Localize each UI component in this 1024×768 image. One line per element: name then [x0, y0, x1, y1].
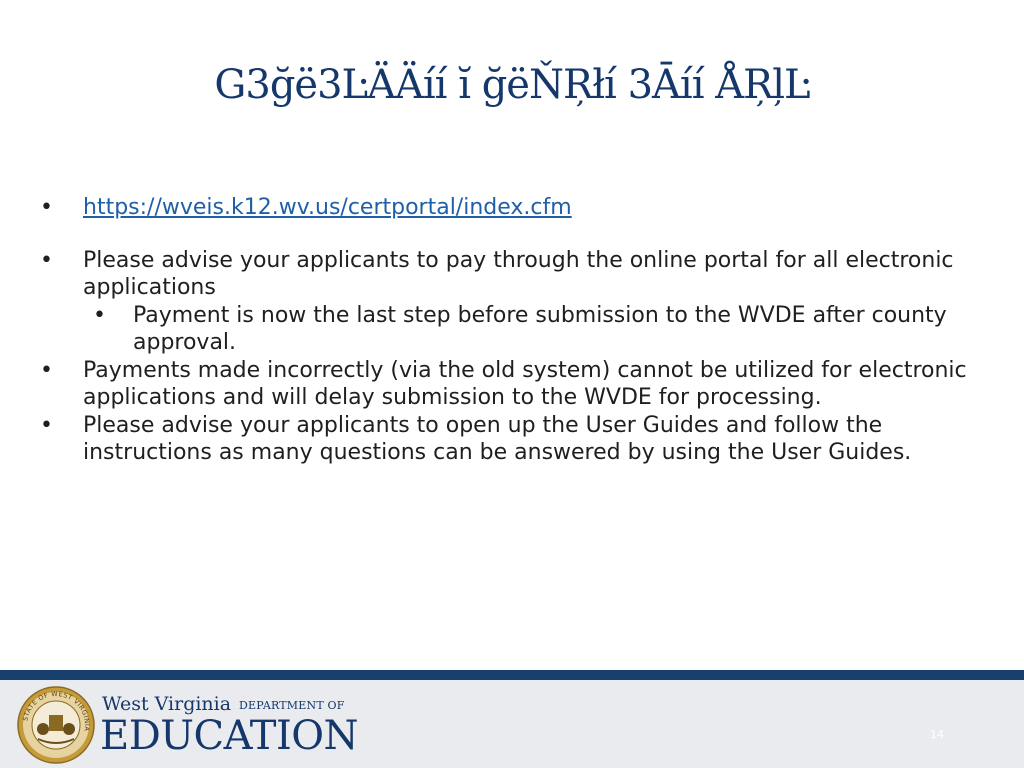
bullet-icon: • — [40, 195, 53, 220]
slide-content — [40, 194, 980, 467]
seal-ring-text: STATE OF WEST VIRGINIA — [21, 689, 92, 732]
state-seal-icon — [16, 685, 96, 765]
sub-bullet-text: Payment is now the last step before submission to the WVDE after county approval. — [133, 302, 947, 355]
bullet-icon: • — [40, 357, 53, 383]
footer-band — [0, 670, 1024, 680]
cert-portal-link[interactable]: https://wveis.k12.wv.us/certportal/index.cfm — [83, 195, 572, 220]
logo-dept: DEPARTMENT OF — [239, 699, 345, 712]
list-item — [40, 412, 980, 467]
wvde-logo — [102, 693, 362, 759]
page-number: 14 — [930, 728, 944, 741]
bullet-text: Please advise your applicants to pay through the online portal for all electronic applications — [83, 247, 954, 300]
slide-title: G3ğë3ĿÄÄíí ĭ ğëŇŖłí 3Āíí ÅŖļĿ — [214, 62, 810, 108]
bullet-text: Payments made incorrectly (via the old system) cannot be utilized for electronic applications and will delay submission to the WVDE for processing. — [83, 357, 967, 410]
list-item — [40, 247, 980, 302]
list-item-link — [40, 194, 980, 222]
list-item — [40, 357, 980, 412]
bullet-icon: • — [93, 302, 106, 328]
logo-education: EDUCATION — [100, 713, 359, 759]
bullet-icon: • — [40, 412, 53, 438]
logo-org-name: West Virginia — [102, 693, 232, 715]
bullet-icon: • — [40, 247, 53, 273]
bullet-text: Please advise your applicants to open up the User Guides and follow the instructions as many questions can be answered by using the User Guides. — [83, 412, 912, 465]
sub-list-item — [40, 302, 980, 357]
